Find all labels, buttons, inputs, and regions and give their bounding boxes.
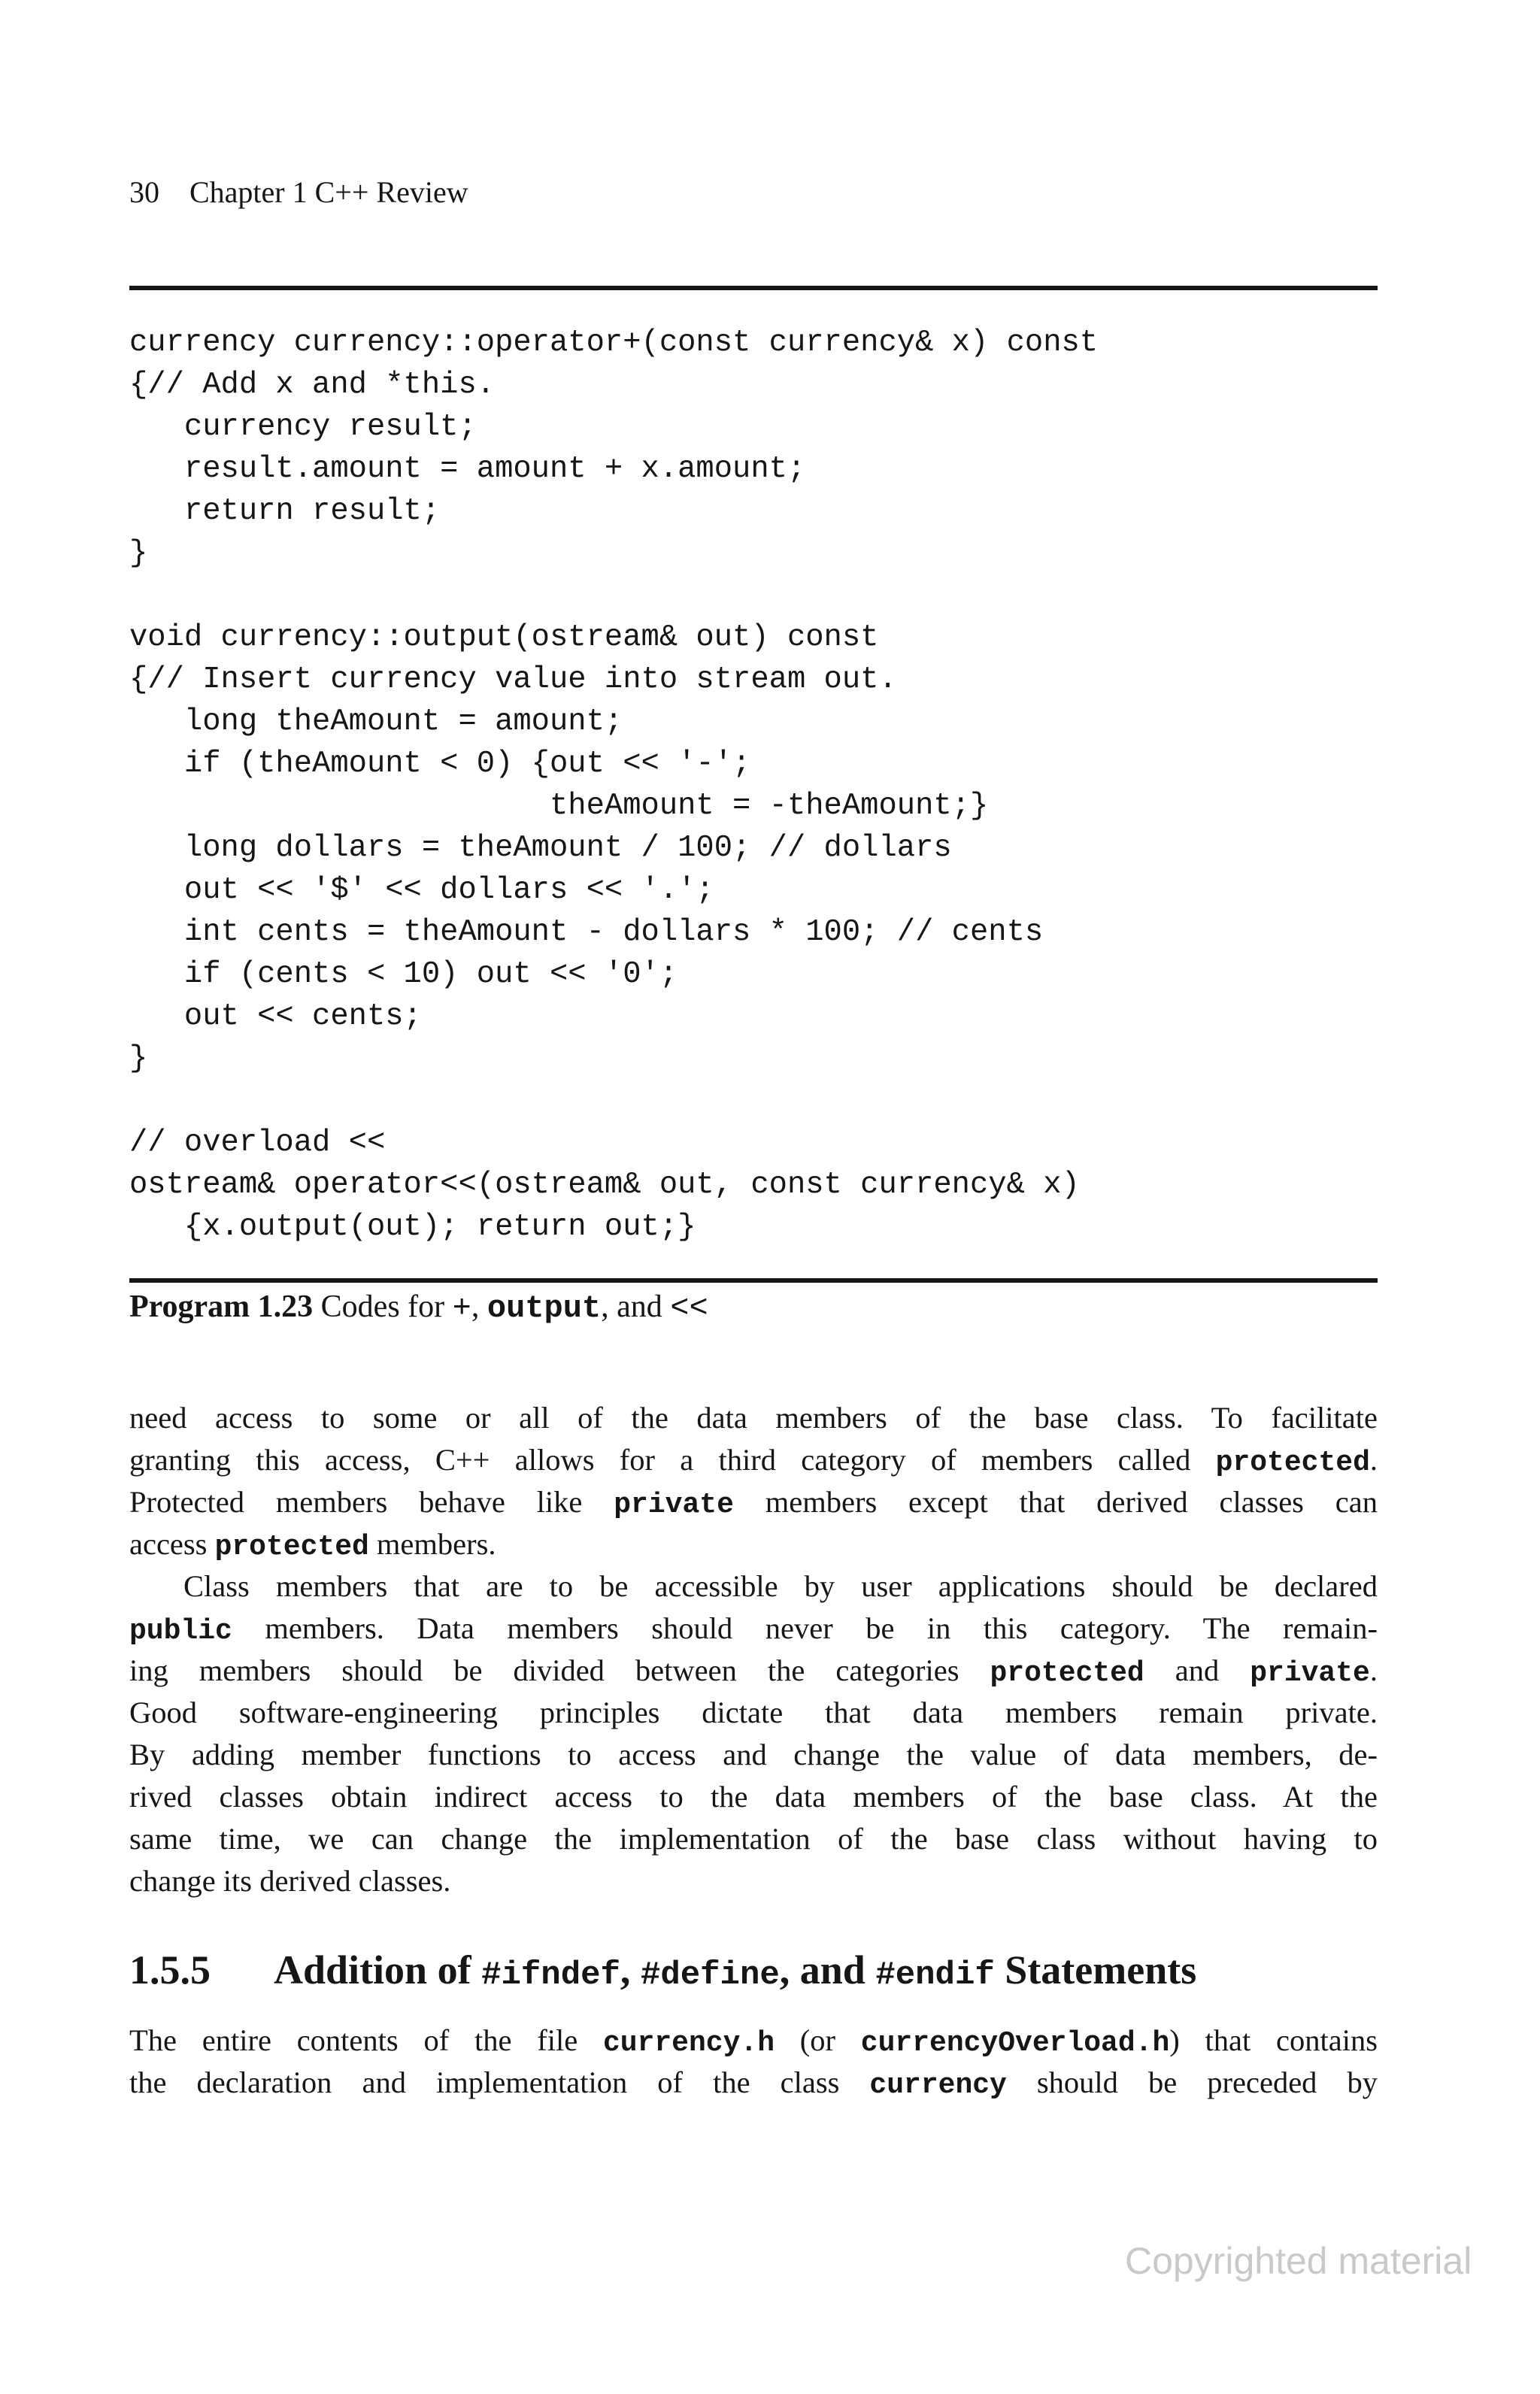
text-run: should be preceded by	[1006, 2065, 1378, 2099]
text-line	[129, 1397, 1378, 1439]
inline-code: protected	[990, 1657, 1144, 1689]
code-line: {// Add x and *this.	[129, 368, 496, 402]
text-run: ) that contains	[1169, 2023, 1378, 2057]
inline-code: protected	[214, 1531, 369, 1563]
code-line: if (theAmount < 0) {out << '-';	[129, 747, 751, 781]
text-line	[129, 1650, 1378, 1692]
section-title-code: #endif	[875, 1956, 995, 1994]
code-line: out << cents;	[129, 999, 422, 1034]
inline-code: currency.h	[602, 2027, 775, 2059]
section-title-code: #define	[640, 1956, 780, 1994]
code-line: theAmount = -theAmount;}	[129, 789, 989, 823]
text-run: The entire contents of the file	[129, 2023, 603, 2057]
inline-code: protected	[1215, 1447, 1370, 1479]
text-line	[129, 1523, 1378, 1565]
code-line: ostream& operator<<(ostream& out, const currency& x)	[129, 1168, 1080, 1202]
text-line	[129, 1481, 1378, 1523]
text-run: same time, we can change the implementation of the base class without having to	[129, 1822, 1378, 1856]
text-run: .	[1369, 1653, 1378, 1687]
text-run: (or	[775, 2023, 861, 2057]
code-line: out << '$' << dollars << '.';	[129, 873, 714, 908]
inline-code: currencyOverload.h	[860, 2027, 1170, 2059]
text-line	[129, 1439, 1378, 1481]
inline-code: private	[1250, 1657, 1370, 1689]
code-line: int cents = theAmount - dollars * 100; // cents	[129, 915, 1044, 950]
code-line: }	[129, 1041, 148, 1076]
text-run: ing members should be divided between the categories	[129, 1653, 990, 1687]
paragraph-class-members	[129, 1565, 1378, 1902]
program-caption	[129, 1286, 708, 1329]
text-line	[129, 1565, 1378, 1608]
text-run: and	[1144, 1653, 1250, 1687]
code-line: currency result;	[129, 410, 477, 444]
program-bottom-rule	[129, 1278, 1378, 1283]
caption-label: Program 1.23	[129, 1289, 314, 1324]
text-run: members except that derived classes can	[733, 1485, 1378, 1519]
text-line	[129, 1692, 1378, 1734]
code-line: if (cents < 10) out << '0';	[129, 957, 678, 992]
caption-text: Codes for	[313, 1289, 453, 1324]
inline-code: private	[614, 1489, 734, 1521]
text-run: By adding member functions to access and change the value of data members, de-	[129, 1738, 1378, 1771]
running-head	[129, 174, 468, 211]
inline-code: public	[129, 1615, 232, 1647]
code-line	[129, 1080, 1098, 1122]
caption-code: output	[487, 1290, 602, 1326]
text-run: change its derived classes.	[129, 1864, 451, 1898]
code-line	[129, 574, 1098, 617]
code-line: }	[129, 536, 148, 571]
text-run: Protected members behave like	[129, 1485, 614, 1519]
text-line	[129, 2062, 1378, 2104]
text-run: Good software-engineering principles dictate that data members remain private.	[129, 1695, 1378, 1729]
program-code-listing	[129, 322, 1098, 1248]
text-line	[129, 1860, 1378, 1902]
code-line: void currency::output(ostream& out) const	[129, 620, 879, 655]
copyright-watermark: Copyrighted material	[1125, 2240, 1472, 2282]
section-number: 1.5.5	[129, 1947, 211, 1992]
code-line: {x.output(out); return out;}	[129, 1210, 696, 1244]
text-line	[129, 1734, 1378, 1776]
text-line	[129, 1776, 1378, 1818]
text-run: Class members that are to be accessible by user applications should be declared	[183, 1569, 1378, 1603]
code-line: return result;	[129, 494, 441, 529]
program-top-rule	[129, 286, 1378, 290]
caption-text: ,	[471, 1289, 487, 1324]
section-title-text: ,	[620, 1947, 641, 1992]
text-run: members.	[368, 1527, 496, 1561]
section-title-code: #ifndef	[481, 1956, 620, 1994]
caption-code: <<	[670, 1290, 708, 1326]
code-line: long theAmount = amount;	[129, 705, 623, 739]
section-title-text: , and	[779, 1947, 876, 1992]
code-line: // overload <<	[129, 1126, 386, 1160]
caption-code: +	[452, 1290, 471, 1326]
section-heading	[129, 1944, 1196, 2001]
section-title-text: Statements	[994, 1947, 1197, 1992]
text-run: rived classes obtain indirect access to the data members of the base class. At the	[129, 1780, 1378, 1814]
code-line: result.amount = amount + x.amount;	[129, 452, 806, 486]
code-line: currency currency::operator+(const currency& x) const	[129, 326, 1099, 360]
inline-code: currency	[869, 2069, 1007, 2102]
page-number: 30	[129, 175, 159, 209]
code-line: long dollars = theAmount / 100; // dollars	[129, 831, 952, 865]
text-run: members. Data members should never be in this category. The remain-	[232, 1611, 1378, 1645]
text-line	[129, 2020, 1378, 2062]
text-run: need access to some or all of the data members of the base class. To facilitate	[129, 1401, 1378, 1435]
text-line	[129, 1818, 1378, 1860]
running-title: Chapter 1 C++ Review	[189, 175, 468, 209]
text-run: access	[129, 1527, 215, 1561]
paragraph-file-contents	[129, 2020, 1378, 2104]
text-run: granting this access, C++ allows for a third category of members called	[129, 1443, 1216, 1477]
paragraph-protected-members	[129, 1397, 1378, 1565]
text-line	[129, 1608, 1378, 1650]
text-run: .	[1369, 1443, 1378, 1477]
code-line: {// Insert currency value into stream out.	[129, 662, 897, 697]
section-title-text: Addition of	[274, 1947, 482, 1992]
caption-text: , and	[601, 1289, 671, 1324]
text-run: the declaration and implementation of the class	[129, 2065, 870, 2099]
